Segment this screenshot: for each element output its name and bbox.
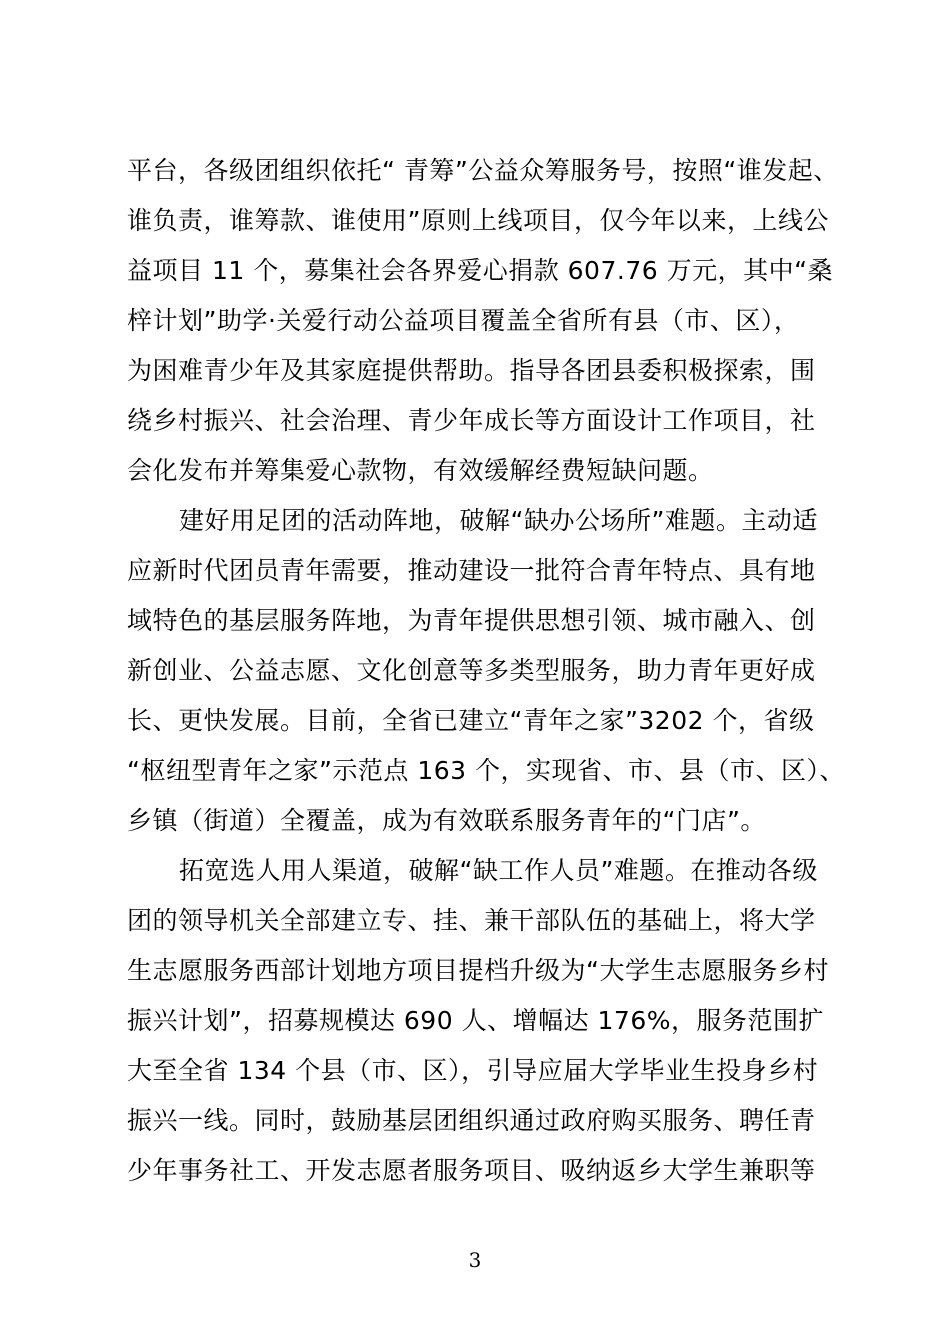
text-line: 会化发布并筹集爱心款物，有效缓解经费短缺问题。 xyxy=(127,456,714,485)
text-line: 域特色的基层服务阵地，为青年提供思想引领、城市融入、创 xyxy=(127,606,816,635)
text-line: 绕乡村振兴、社会治理、青少年成长等方面设计工作项目，社 xyxy=(127,406,816,435)
text-line: 为困难青少年及其家庭提供帮助。指导各团县委积极探索，围 xyxy=(127,356,816,385)
text-line: 长、更快发展。目前，全省已建立“青年之家”3202 个，省级 xyxy=(127,706,815,735)
text-line: 应新时代团员青年需要，推动建设一批符合青年特点、具有地 xyxy=(127,556,816,585)
text-line: 振兴计划”，招募规模达 690 人、增幅达 176%，服务范围扩 xyxy=(127,1006,824,1035)
text-line: 少年事务社工、开发志愿者服务项目、吸纳返乡大学生兼职等 xyxy=(127,1156,816,1185)
text-line: “枢纽型青年之家”示范点 163 个，实现省、市、县（市、区）、 xyxy=(127,756,846,785)
text-line: 乡镇（街道）全覆盖，成为有效联系服务青年的“门店”。 xyxy=(127,806,766,835)
text-line: 谁负责，谁筹款、谁使用”原则上线项目，仅今年以来，上线公 xyxy=(127,206,829,235)
text-line: 新创业、公益志愿、文化创意等多类型服务，助力青年更好成 xyxy=(127,656,816,685)
text-line: 益项目 11 个，募集社会各界爱心捐款 607.76 万元，其中“桑 xyxy=(127,256,834,285)
text-line: 梓计划”助学·关爱行动公益项目覆盖全省所有县（市、区）， xyxy=(127,306,800,335)
text-line: 大至全省 134 个县（市、区），引导应届大学毕业生投身乡村 xyxy=(127,1056,819,1085)
page-number: 3 xyxy=(468,1248,482,1272)
paragraph-start-line: 建好用足团的活动阵地，破解“缺办公场所”难题。主动适 xyxy=(179,506,818,535)
text-line: 平台，各级团组织依托“ 青筹”公益众筹服务号，按照“谁发起、 xyxy=(127,156,839,185)
text-line: 振兴一线。同时，鼓励基层团组织通过政府购买服务、聘任青 xyxy=(127,1106,816,1135)
text-line: 生志愿服务西部计划地方项目提档升级为“大学生志愿服务乡村 xyxy=(127,956,829,985)
body-text xyxy=(127,146,846,1196)
paragraph-start-line: 拓宽选人用人渠道，破解“缺工作人员”难题。在推动各级 xyxy=(179,856,818,885)
text-line: 团的领导机关全部建立专、挂、兼干部队伍的基础上，将大学 xyxy=(127,906,816,935)
